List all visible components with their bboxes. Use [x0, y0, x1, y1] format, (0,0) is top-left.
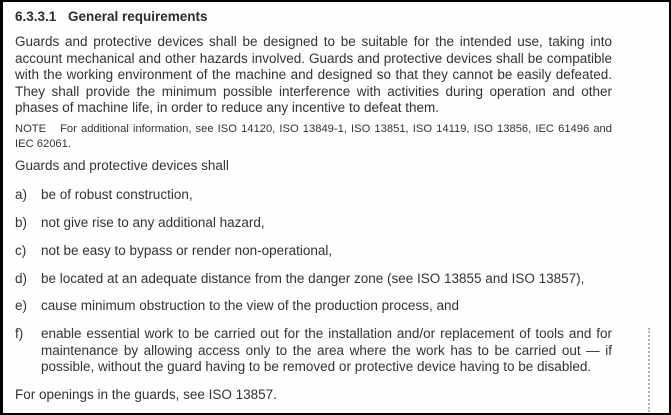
list-item-label: b)	[15, 214, 28, 230]
list-intro: Guards and protective devices shall	[15, 158, 229, 174]
list-item	[15, 298, 612, 314]
list-item-text: cause minimum obstruction to the view of the production process, and	[41, 298, 459, 314]
list-item	[15, 215, 612, 231]
list-item	[15, 326, 612, 375]
list-item	[15, 271, 612, 287]
list-item-text: enable essential work to be carried out for the installation and/or replacement of tools and for maintenance by allowing access only to the area where the work has to be carried out — if possible, without the guard having to be removed or protective device having to be disabled.	[41, 326, 612, 375]
list-item-text: not give rise to any additional hazard,	[41, 214, 265, 230]
list-item-label: a)	[15, 186, 28, 202]
note-label: NOTE	[15, 123, 47, 136]
closing-paragraph: For openings in the guards, see ISO 13857.	[15, 387, 277, 403]
scan-artifact-dotted-line	[648, 328, 650, 412]
list-item-label: e)	[15, 298, 28, 314]
list-item-text: be of robust construction,	[41, 186, 193, 202]
note-text: For additional information, see ISO 14120, ISO 13849-1, ISO 13851, ISO 14119, ISO 13856, IEC 61496 and IEC 62061.	[15, 123, 612, 151]
section-heading	[15, 9, 612, 25]
list-item-text: be located at an adequate distance from the danger zone (see ISO 13855 and ISO 13857),	[41, 270, 585, 286]
section-number: 6.3.3.1	[15, 9, 57, 24]
list-item-label: f)	[15, 326, 24, 342]
note-paragraph	[15, 122, 612, 152]
intro-paragraph: Guards and protective devices shall be designed to be suitable for the intended use, taking into account mechanical and other hazards involved. Guards and protective devices shall be compatible with the working environment of the machine and designed so that they cannot be easily defeated. They shall provide the minimum possible interference with activities during operation and other phases of machine life, in order to reduce any incentive to defeat them.	[15, 34, 612, 116]
document-content	[15, 2, 612, 404]
requirements-list	[15, 187, 612, 376]
list-item-label: d)	[15, 270, 28, 286]
section-title: General requirements	[68, 9, 208, 24]
list-item	[15, 243, 612, 259]
list-item-text: not be easy to bypass or render non-operational,	[41, 242, 333, 258]
list-item-label: c)	[15, 242, 27, 258]
list-item	[15, 187, 612, 203]
